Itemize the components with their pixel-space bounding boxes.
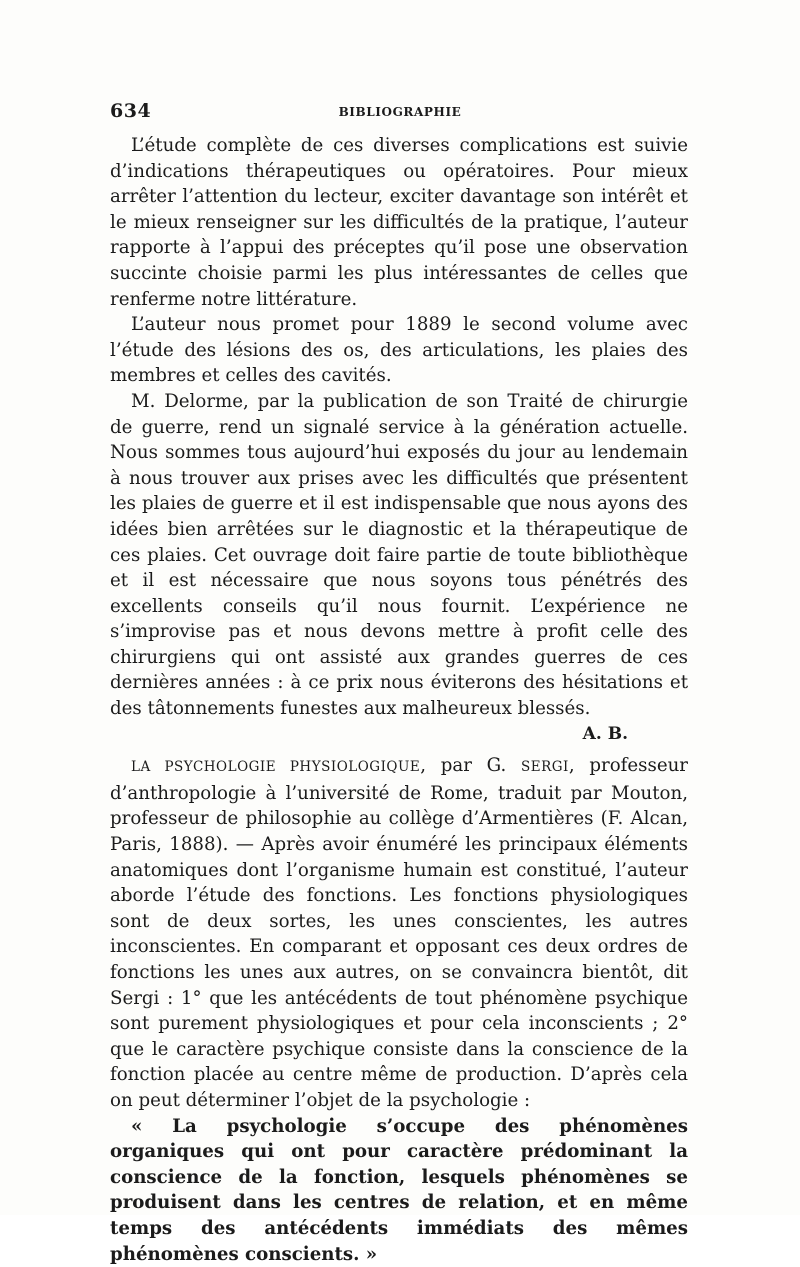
running-title: BIBLIOGRAPHIE (338, 105, 462, 119)
review-author-name: SERGI (520, 759, 569, 776)
page-number: 634 (110, 100, 152, 122)
review-signature: A. B. (582, 723, 628, 744)
page-header (110, 100, 690, 126)
review-quote: « La psychologie s’occupe des phénomènes organiques qui ont pour caractère prédominant la conscience de la fonction, lesquels phénomènes se produisent dans les centres de relation, et en même temps des antécédents immédiats des mêmes phénomènes conscients. » (110, 1115, 688, 1265)
review-psychologie-physiologique (110, 753, 688, 1113)
paragraph-complications: L’étude complète de ces diverses complications est suivie d’indications thérapeutiques ou opératoires. Pour mieux arrêter l’attention du lecteur, exciter davantage son intérêt et le mieux renseigner sur les difficultés de la pratique, l’auteur rapporte à l’appui des préceptes qu’il pose une observation succinte choisie parmi les plus intéressantes de celles que renferme notre littérature. (110, 135, 688, 310)
review-by-text: , par (420, 755, 487, 777)
review-body: , professeur d’anthropologie à l’université de Rome, traduit par Mouton, professeur de philosophie au collège d’Armentières (F. Alcan, Paris, 1888). — Après avoir énuméré les principaux éléments anatomiques dont l’organisme humain est constitué, l’auteur aborde l’étude des fonctions. Les fonctions physiologiques sont de deux sortes, les unes conscientes, les autres inconscientes. En comparant et opposant ces deux ordres de fonctions les unes aux autres, on se convaincra bientôt, dit Sergi : 1° que les antécédents de tout phénomène psychique sont purement physiologiques et pour cela inconscients ; 2° que le caractère psychique consiste dans la conscience de la fonction placée au centre même de production. D’après cela on peut déterminer l’objet de la psychologie : (110, 755, 688, 1111)
body-text (110, 133, 688, 1267)
review-author-initial: G. (486, 755, 521, 777)
paragraph-second-volume: L’auteur nous promet pour 1889 le second volume avec l’étude des lésions des os, des articulations, les plaies des membres et celles des cavités. (110, 314, 688, 387)
paragraph-delorme: M. Delorme, par la publication de son Traité de chirurgie de guerre, rend un signalé service à la génération actuelle. Nous sommes tous aujourd’hui exposés du jour au lendemain à nous trouver aux prises avec les difficultés que présentent les plaies de guerre et il est indispensable que nous ayons des idées bien arrêtées sur le diagnostic et la thérapeutique de ces plaies. Cet ouvrage doit faire partie de toute bibliothèque et il est nécessaire que nous soyons tous pénétrés des excellents conseils qu’il nous fournit. L’expérience ne s’improvise pas et nous devons mettre à profit celle des chirurgiens qui ont assisté aux grandes guerres de ces dernières années : à ce prix nous éviterons des hésitations et des tâtonnements funestes aux malheureux blessés. (110, 390, 688, 720)
review-book-title: LA PSYCHOLOGIE PHYSIOLOGIQUE (131, 759, 421, 776)
